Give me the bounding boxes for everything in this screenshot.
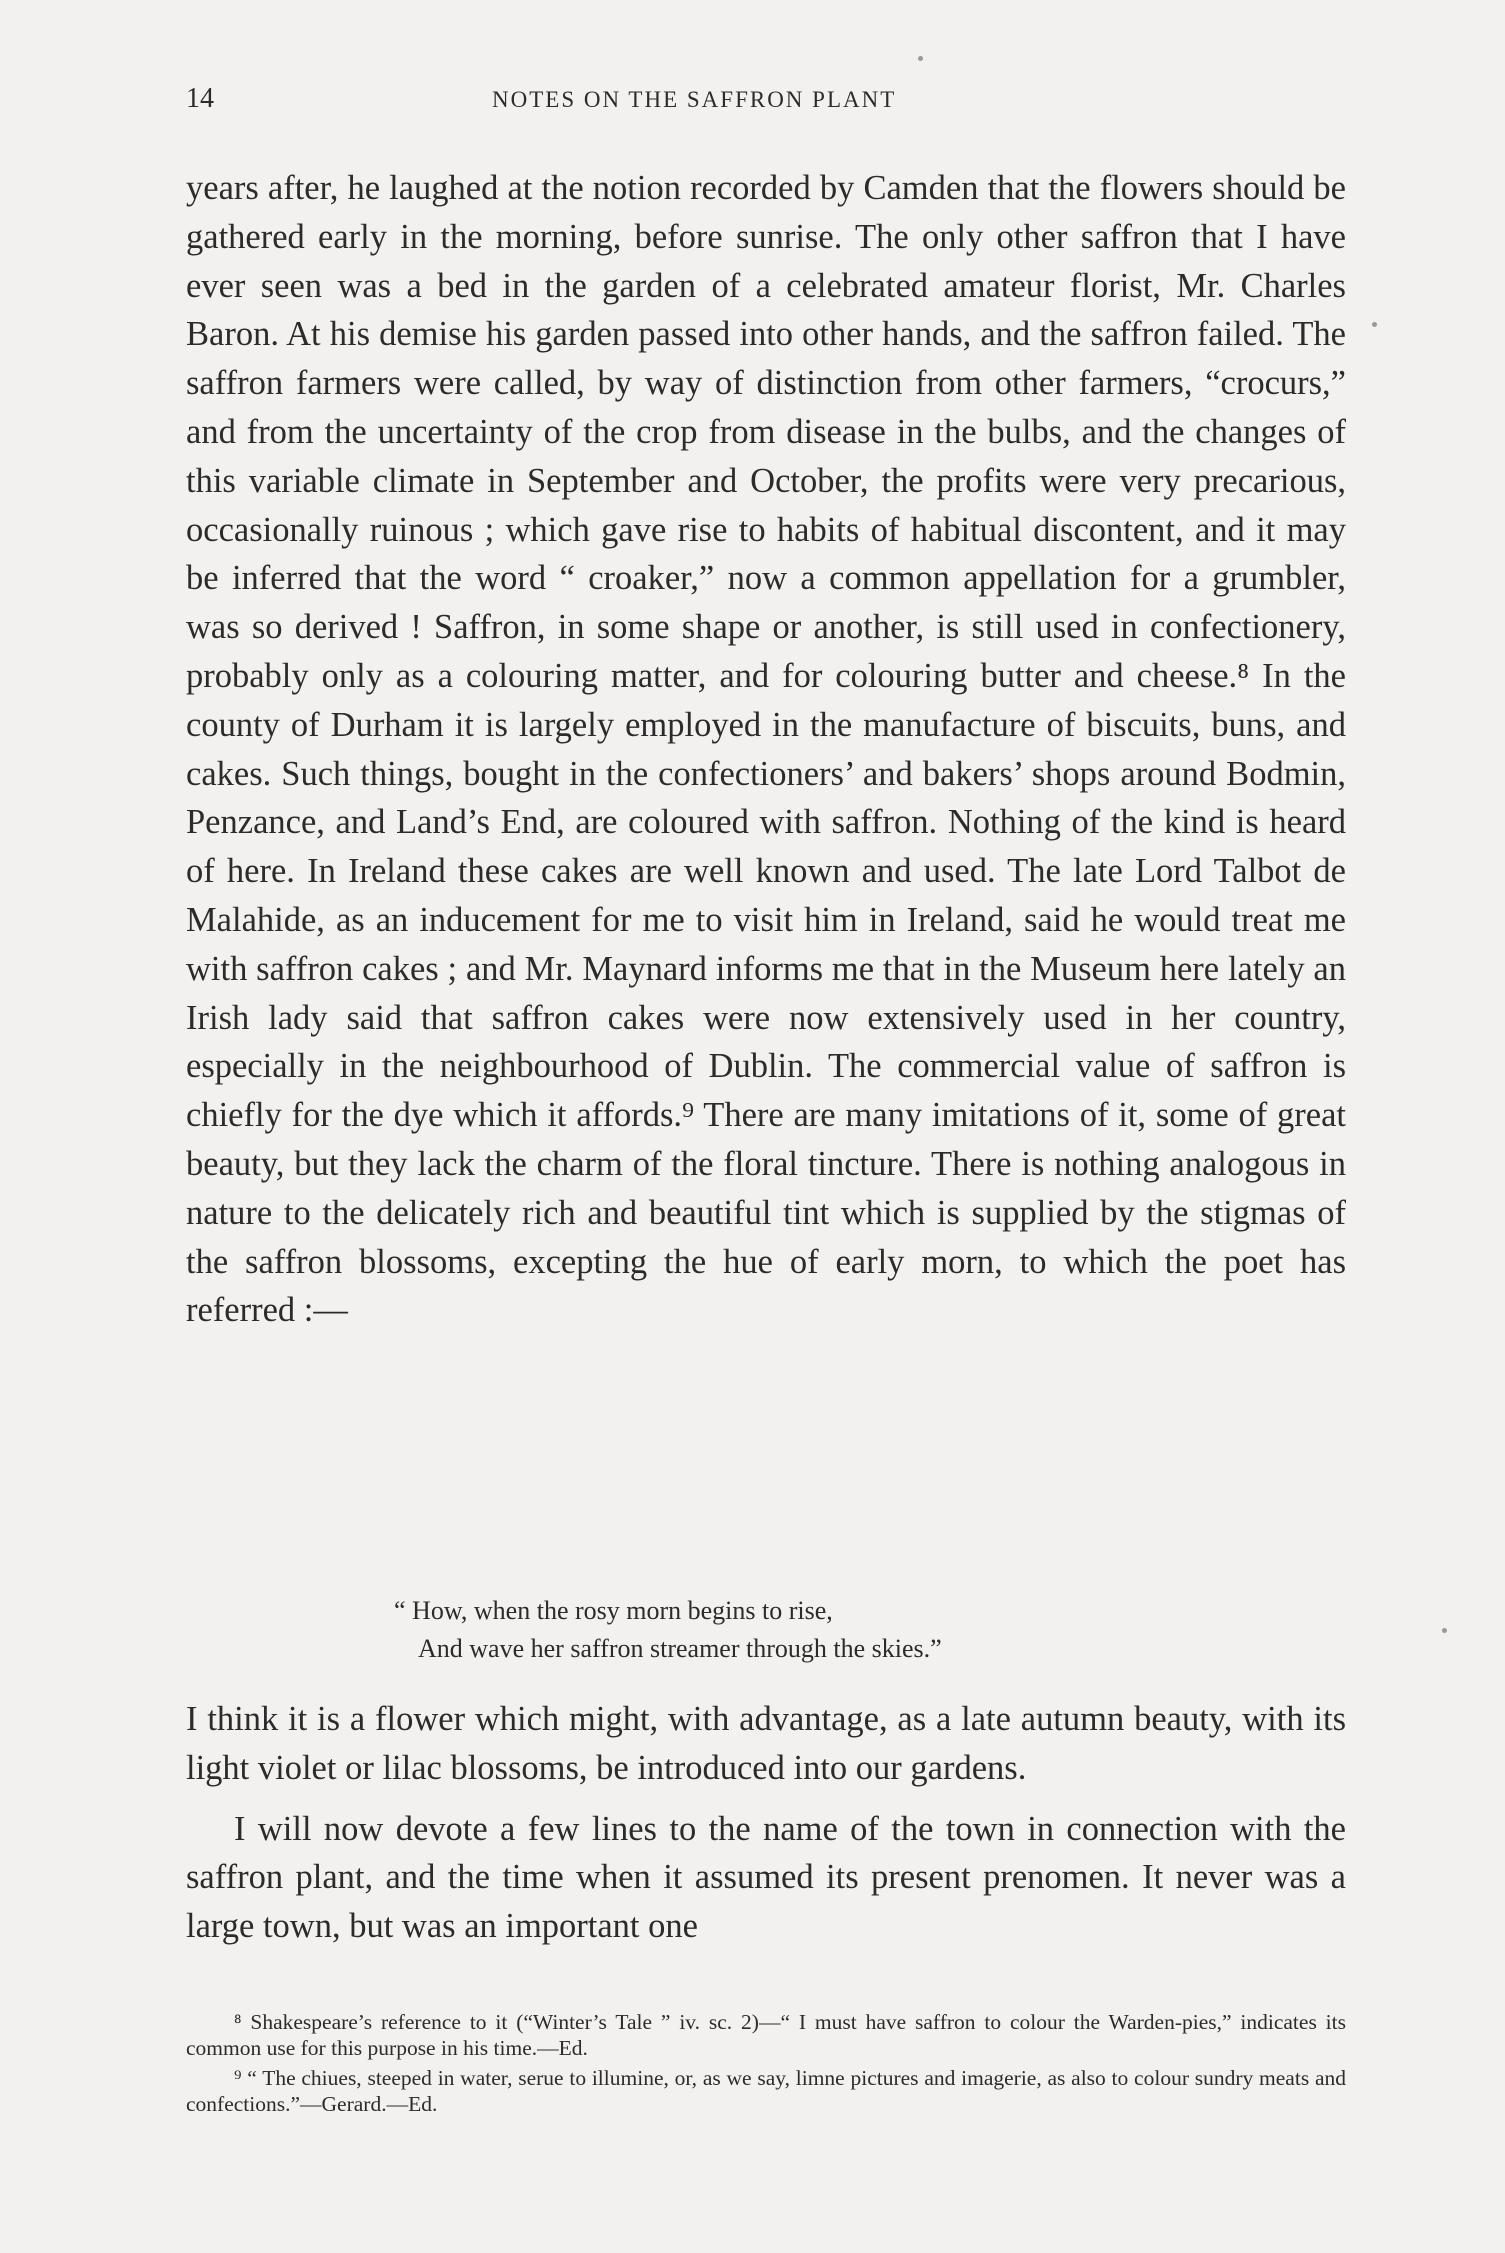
paper-speck: [1372, 322, 1377, 327]
paper-speck: [918, 56, 923, 61]
paper-speck: [1442, 1628, 1447, 1633]
paragraph-3: I will now devote a few lines to the name of the town in connection with the saffron plant, and the time when it assumed its present prenomen. It never was a large town, but was an important one: [186, 1809, 1346, 1946]
paragraph-1: years after, he laughed at the notion recorded by Camden that the flowers should be gathered early in the morning, before sunrise. The only other saffron that I have ever seen was a bed in the garden of a celebrated amateur florist, Mr. Charles Baron. At his demise his garden passed into other hands, and the saffron failed. The saffron farmers were called, by way of distinction from other farmers, “crocurs,” and from the uncertainty of the crop from disease in the bulbs, and the changes of this variable climate in September and October, the profits were very precarious, occasionally ruinous ; which gave rise to habits of habitual discontent, and it may be inferred that the word “ croaker,” now a common appellation for a grumbler, was so derived ! Saffron, in some shape or another, is still used in confectionery, probably only as a colouring matter, and for colouring butter and cheese.⁸ In the county of Durham it is largely employed in the manufacture of biscuits, buns, and cakes. Such things, bought in the confectioners’ and bakers’ shops around Bodmin, Penzance, and Land’s End, are coloured with saffron. Nothing of the kind is heard of here. In Ireland these cakes are well known and used. The late Lord Talbot de Malahide, as an inducement for me to visit him in Ireland, said he would treat me with saffron cakes ; and Mr. Maynard informs me that in the Museum here lately an Irish lady said that saffron cakes were now extensively used in her country, especially in the neighbourhood of Dublin. The commercial value of saffron is chiefly for the dye which it affords.⁹ There are many imitations of it, some of great beauty, but they lack the charm of the floral tincture. There is nothing analogous in nature to the delicately rich and beautiful tint which is supplied by the stigmas of the saffron blossoms, excepting the hue of early morn, to which the poet has referred :—: [186, 169, 1346, 1330]
footnotes: [186, 2009, 1346, 2121]
paragraph-2: I think it is a flower which might, with advantage, as a late autumn beauty, with its light violet or lilac blossoms, be introduced into our gardens.: [186, 1700, 1346, 1787]
verse-quotation: [394, 1592, 1194, 1668]
page-header: [186, 83, 1346, 123]
footnote-8: ⁸ Shakespeare’s reference to it (“Winter’s Tale ” iv. sc. 2)—“ I must have saffron to colour the Warden-pies,” indicates its common use for this purpose in his time.—Ed.: [186, 2010, 1346, 2060]
main-text-continued: [186, 1695, 1346, 1951]
main-text: [186, 164, 1346, 1335]
verse-line-2: And wave her saffron streamer through the skies.”: [418, 1634, 942, 1663]
page-number: 14: [186, 83, 214, 114]
running-head: NOTES ON THE SAFFRON PLANT: [492, 87, 897, 112]
footnote-9: ⁹ “ The chiues, steeped in water, serue to illumine, or, as we say, limne pictures and imagerie, as also to colour sundry meats and confections.”—Gerard.—Ed.: [186, 2066, 1346, 2116]
verse-line-1: “ How, when the rosy morn begins to rise,: [394, 1596, 833, 1625]
